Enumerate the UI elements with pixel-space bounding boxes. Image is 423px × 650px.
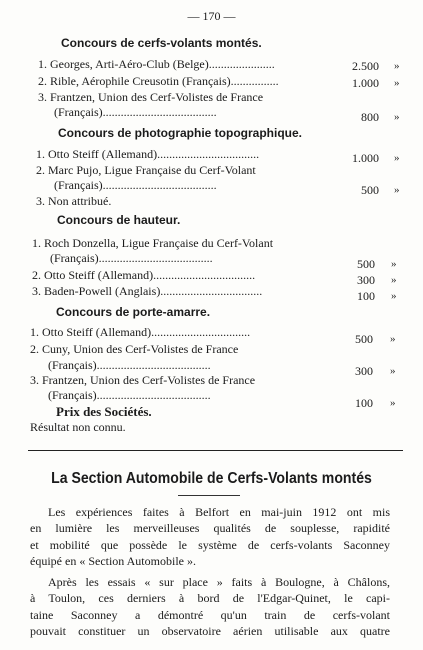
section-divider <box>28 450 403 451</box>
title-underline <box>178 495 240 496</box>
entry-text-cont: (Français)...................................... <box>54 178 217 192</box>
entry-text-cont: (Français)...................................... <box>48 358 211 372</box>
entry-amount: 100 <box>357 289 375 303</box>
ditto-mark: » <box>394 77 400 89</box>
paragraph-line: taine Saconney a démontré qu'un train de cerfs-volant <box>30 607 390 622</box>
ditto-mark: » <box>394 111 400 123</box>
entry-text: 3. Non attribué. <box>36 194 112 208</box>
paragraph-line: pouvait constituer un observatoire aérien utilisable aux quatre <box>30 623 390 638</box>
entry-amount: 2.500 <box>352 59 379 73</box>
section-title-hauteur: Concours de hauteur. <box>57 213 181 227</box>
paragraph-line: et mobilité que possède le système de cerfs-volants Saconney <box>30 537 390 552</box>
result-text: Résultat non connu. <box>30 420 126 434</box>
entry-text: 2. Marc Pujo, Ligue Française du Cerf-Volant <box>36 163 256 177</box>
page-number: — 170 — <box>187 9 236 23</box>
entry-amount: 300 <box>355 364 373 378</box>
ditto-mark: » <box>394 60 400 72</box>
entry-amount: 500 <box>355 332 373 346</box>
entry-text-cont: (Français)...................................... <box>54 105 217 119</box>
entry-text: 2. Cuny, Union des Cerf-Volistes de France <box>30 342 239 356</box>
entry-text: 2. Rible, Aérophile Creusotin (Français)................ <box>38 74 279 88</box>
paragraph-line: à Toulon, ces derniers à bord de l'Edgar-Quinet, le capi- <box>30 591 390 606</box>
ditto-mark: » <box>391 258 397 270</box>
entry-text: 2. Otto Steiff (Allemand).................................. <box>32 268 256 282</box>
section-title-photographie: Concours de photographie topographique. <box>58 126 302 140</box>
ditto-mark: » <box>394 152 400 164</box>
ditto-mark: » <box>390 365 396 377</box>
entry-amount: 800 <box>361 110 379 124</box>
article-title: La Section Automobile de Cerfs-Volants montés <box>51 470 372 487</box>
entry-text-cont: (Français)...................................... <box>48 388 211 402</box>
ditto-mark: » <box>390 397 396 409</box>
entry-text-cont: (Français)...................................... <box>50 251 213 265</box>
ditto-mark: » <box>391 290 397 302</box>
entry-text: 3. Baden-Powell (Anglais).................................. <box>32 284 263 298</box>
entry-amount: 500 <box>361 183 379 197</box>
paragraph-line: Les expériences faites à Belfort en mai-juin 1912 ont mis <box>48 505 390 519</box>
entry-amount: 1.000 <box>352 151 379 165</box>
entry-text: 1. Roch Donzella, Ligue Française du Cerf-Volant <box>32 236 274 250</box>
entry-amount: 1.000 <box>352 76 379 90</box>
entry-text: 1. Otto Steiff (Allemand).................................. <box>36 147 260 161</box>
prix-societes-title: Prix des Sociétés. <box>56 404 152 419</box>
entry-text: 3. Frantzen, Union des Cerf-Volistes de France <box>30 373 256 387</box>
ditto-mark: » <box>390 333 396 345</box>
article-paragraph-2 <box>30 574 390 639</box>
entry-text: 3. Frantzen, Union des Cerf-Volistes de France <box>38 90 264 104</box>
entry-text: 1. Otto Steiff (Allemand)................................. <box>30 325 251 339</box>
entry-amount: 500 <box>357 257 375 271</box>
paragraph-line: Après les essais « sur place » faits à Boulogne, à Châlons, <box>48 575 390 589</box>
entry-amount: 300 <box>357 273 375 287</box>
ditto-mark: » <box>391 274 397 286</box>
article-paragraph-1 <box>30 504 390 569</box>
ditto-mark: » <box>394 184 400 196</box>
paragraph-line: équipé en « Section Automobile ». <box>30 553 196 568</box>
entry-amount: 100 <box>355 396 373 410</box>
entry-text: 1. Georges, Arti-Aéro-Club (Belge)...................... <box>38 57 275 71</box>
paragraph-line: en lumière les merveilleuses qualités de souplesse, rapidité <box>30 521 390 536</box>
section-title-porte-amarre: Concours de porte-amarre. <box>56 305 211 319</box>
section-title-cerfs-volants-montes: Concours de cerfs-volants montés. <box>61 36 262 50</box>
